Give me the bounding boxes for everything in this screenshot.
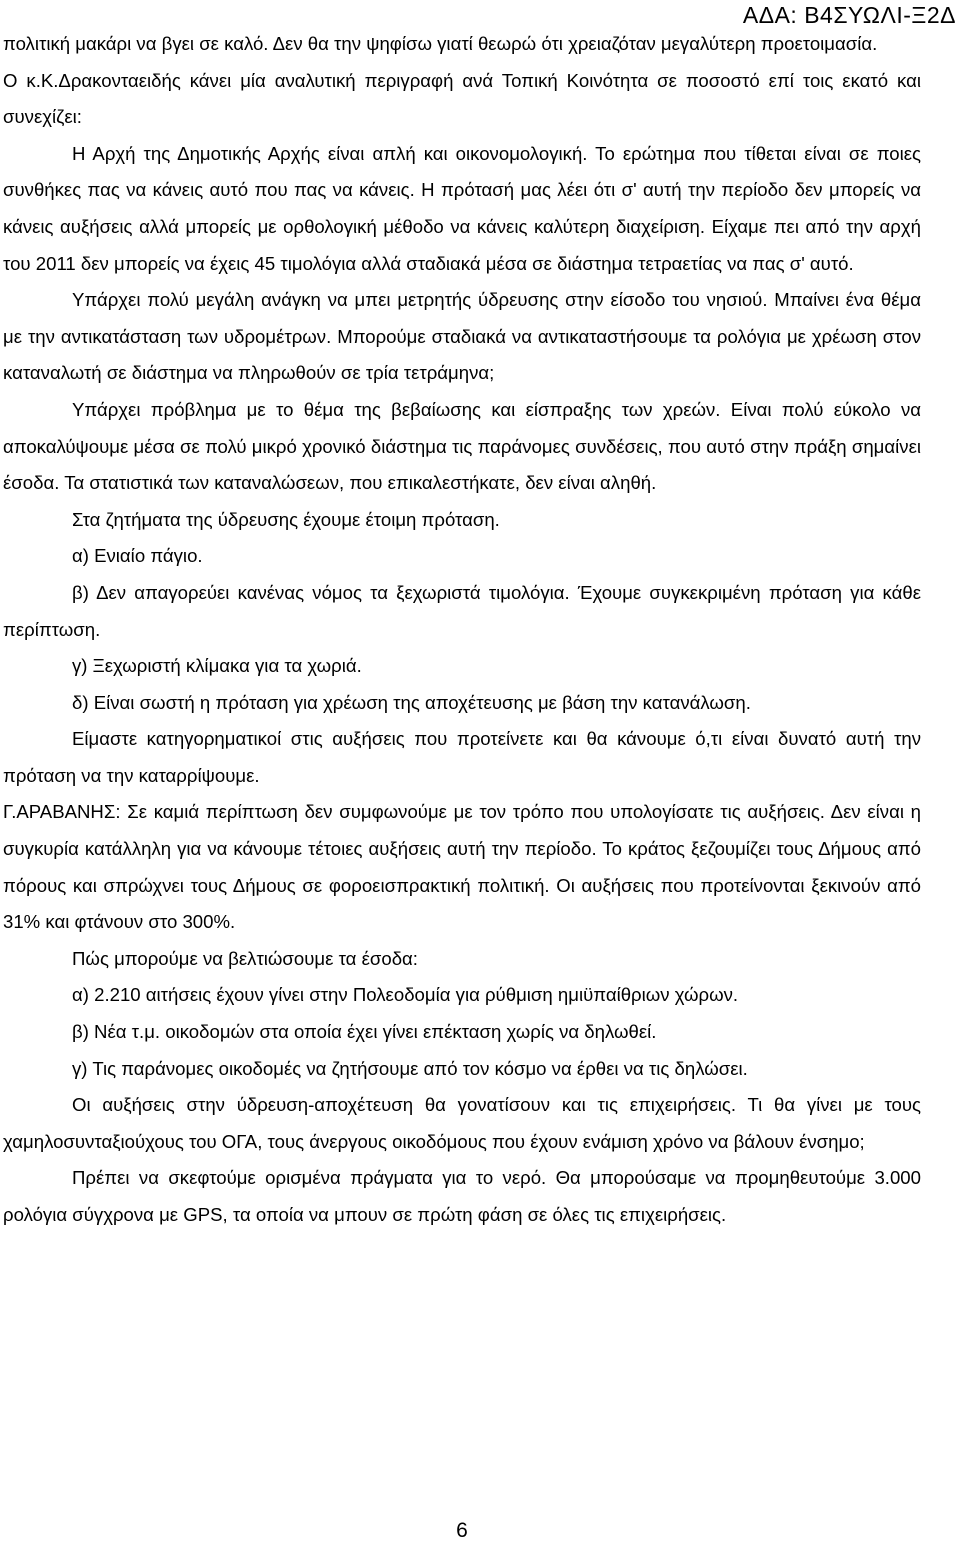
list-item: δ) Είναι σωστή η πρόταση για χρέωση της αποχέτευσης με βάση την κατανάλωση. bbox=[72, 691, 751, 713]
list-item: γ) Τις παράνομες οικοδομές να ζητήσουμε από τον κόσμο να έρθει να τις δηλώσει. bbox=[72, 1057, 748, 1079]
paragraph: Οι αυξήσεις στην ύδρευση-αποχέτευση θα γονατίσουν και τις επιχειρήσεις. Τι θα γίνει με τους χαμηλοσυνταξιούχους του ΟΓΑ, τους άνεργους οικοδόμους που έχουν ενάμιση χρόνο να βάλουν ένσημο; bbox=[3, 1094, 921, 1152]
list-item: α) 2.210 αιτήσεις έχουν γίνει στην Πολεοδομία για ρύθμιση ημιϋπαίθριων χώρων. bbox=[72, 984, 739, 1006]
paragraph: πολιτική μακάρι να βγει σε καλό. Δεν θα την ψηφίσω γιατί θεωρώ ότι χρειαζόταν μεγαλύτερη προετοιμασία. bbox=[3, 33, 878, 54]
paragraph: Είμαστε κατηγορηματικοί στις αυξήσεις που προτείνετε και θα κάνουμε ό,τι είναι δυνατό αυτή την πρόταση να την καταρρίψουμε. bbox=[3, 728, 921, 786]
paragraph: Γ.ΑΡΑΒΑΝΗΣ: Σε καμιά περίπτωση δεν συμφωνούμε με τον τρόπο που υπολογίσατε τις αυξήσεις. Δεν είναι η συγκυρία κατάλληλη για να κάνουμε τέτοιες αυξήσεις αυτή την περίοδο. Το κράτος ξεζουμίζει τους Δήμους από πόρους και σπρώχνει τους Δήμους σε φοροεισπρακτική πολιτική. Οι αυξήσεις που προτείνονται ξεκινούν από 31% και φτάνουν στο 300%. bbox=[3, 801, 921, 933]
paragraph: Υπάρχει πρόβλημα με το θέμα της βεβαίωσης και είσπραξης των χρεών. Είναι πολύ εύκολο να αποκαλύψουμε μέσα σε πολύ μικρό χρονικό διάστημα τις παράνομες συνδέσεις, που αυτό στην πράξη σημαίνει έσοδα. Τα στατιστικά των καταναλώσεων, που επικαλεστήκατε, δεν είναι αληθή. bbox=[3, 398, 921, 494]
list-item: β) Νέα τ.μ. οικοδομών στα οποία έχει γίνει επέκταση χωρίς να δηλωθεί. bbox=[72, 1021, 657, 1043]
list-item: γ) Ξεχωριστή κλίμακα για τα χωριά. bbox=[72, 655, 362, 677]
list-item: β) Δεν απαγορεύει κανένας νόμος τα ξεχωριστά τιμολόγια. Έχουμε συγκεκριμένη πρόταση για κάθε περίπτωση. bbox=[3, 581, 921, 640]
paragraph: Πώς μπορούμε να βελτιώσουμε τα έσοδα: bbox=[72, 947, 418, 969]
paragraph: Ο κ.Κ.Δρακονταειδής κάνει μία αναλυτική περιγραφή ανά Τοπική Κοινότητα σε ποσοστό επί τοις εκατό και συνεχίζει: bbox=[3, 69, 921, 128]
paragraph: Στα ζητήματα της ύδρευσης έχουμε έτοιμη πρόταση. bbox=[72, 508, 500, 530]
paragraph: Πρέπει να σκεφτούμε ορισμένα πράγματα για το νερό. Θα μπορούσαμε να προμηθευτούμε 3.000 ρολόγια σύγχρονα με GPS, τα οποία να μπουν σε πρώτη φάση σε όλες τις επιχειρήσεις. bbox=[3, 1167, 921, 1225]
list-item: α) Ενιαίο πάγιο. bbox=[72, 545, 203, 567]
page-number: 6 bbox=[456, 1519, 468, 1542]
document-code-header: ΑΔΑ: Β4ΣΥΩΛΙ-Ξ2Δ bbox=[742, 2, 956, 28]
paragraph: Η Αρχή της Δημοτικής Αρχής είναι απλή και οικονομολογική. Το ερώτημα που τίθεται είναι σε ποιες συνθήκες πας να κάνεις αυτό που πας να κάνεις. Η πρότασή μας λέει ότι σ' αυτή την περίοδο δεν μπορείς να κάνεις αυξήσεις αλλά μπορείς με ορθολογική μέθοδο να κάνεις καλύτερη διαχείριση. Είχαμε πει από την αρχή του 2011 δεν μπορείς να έχεις 45 τιμολόγια αλλά σταδιακά μέσα σε διάστημα τετραετίας να πας σ' αυτό. bbox=[3, 142, 921, 274]
document-body bbox=[3, 26, 921, 1234]
paragraph: Υπάρχει πολύ μεγάλη ανάγκη να μπει μετρητής ύδρευσης στην είσοδο του νησιού. Μπαίνει ένα θέμα με την αντικατάσταση των υδρομέτρων. Μπορούμε σταδιακά να αντικαταστήσουμε τα ρολόγια με χρέωση στον καταναλωτή σε διάστημα να πληρωθούν σε τρία τετράμηνα; bbox=[3, 289, 921, 384]
